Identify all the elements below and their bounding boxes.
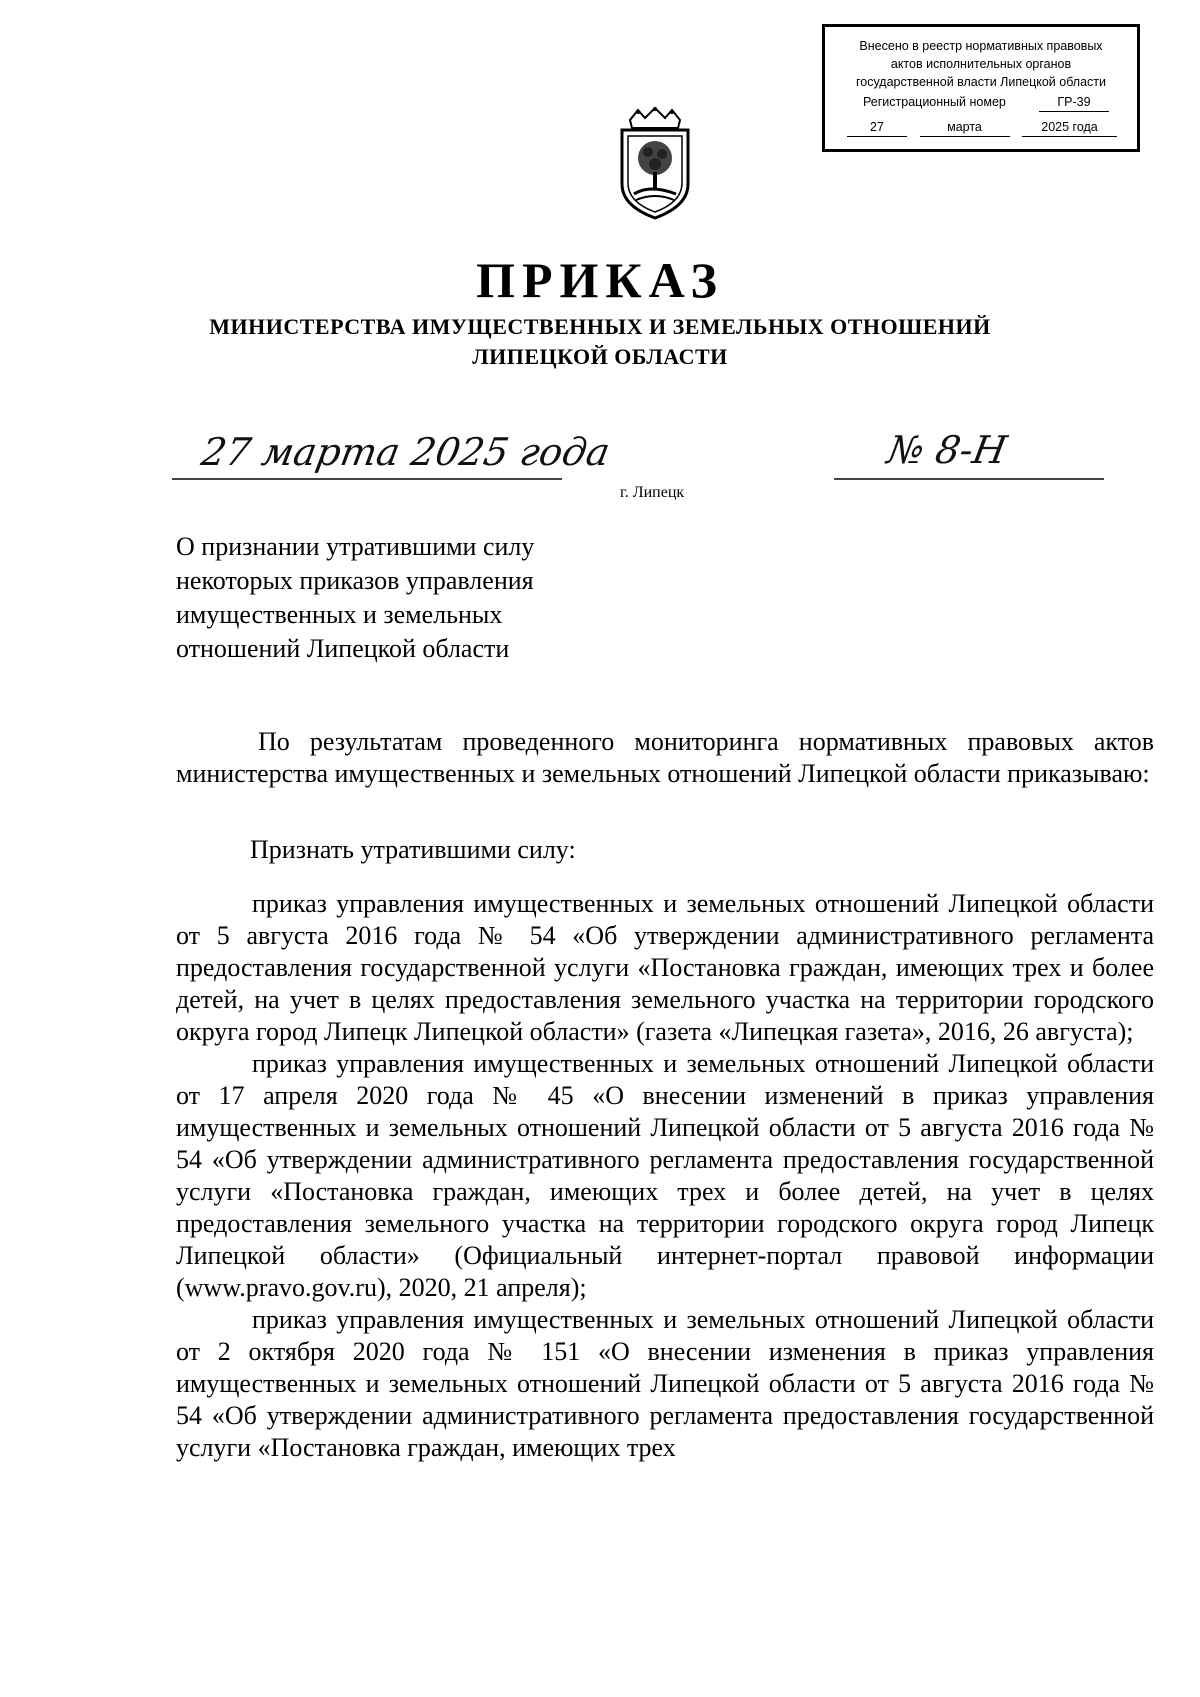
number-underline [834,478,1104,480]
date-underline [172,478,562,480]
stamp-reg-number: ГР-39 [1039,93,1109,112]
repealed-order-item: приказ управления имущественных и земельных отношений Липецкой области от 2 октября 2020 года № 151 «О внесении изменения в приказ управления имущественных и земельных отношений Липецкой области от 5 августа 2016 года № 54 «Об утверждении административного регламента предоставления государственной услуги «Постановка граждан, имеющих трех [176,1305,1154,1462]
stamp-date [825,118,1137,137]
stamp-day: 27 [847,118,907,137]
recognize-paragraph: Признать утратившими силу: [250,835,576,864]
registry-stamp [822,24,1140,152]
coat-of-arms-emblem [610,106,700,222]
stamp-line-3: государственной власти Липецкой области [855,75,1107,89]
stamp-line-2: актов исполнительных органов [890,57,1072,71]
document-title: ПРИКАЗ [476,252,724,308]
handwritten-date: 27 марта 2025 года [198,430,614,474]
ministry-name-line-2: ЛИПЕЦКОЙ ОБЛАСТИ [472,344,728,369]
stamp-month: марта [920,118,1010,137]
city-label: г. Липецк [620,484,685,501]
ministry-name [0,312,1200,372]
document-subject: О признании утратившими силу некоторых приказов управления имущественных и земельных отношений Липецкой области [176,532,535,663]
decree-paragraph: По результатам проведенного мониторинга нормативных правовых актов министерства имущественных и земельных отношений Липецкой области приказываю: [176,727,1154,788]
stamp-registration [825,93,1137,112]
stamp-reg-label: Регистрационный номер [863,95,1006,109]
stamp-year: 2025 года [1022,118,1117,137]
document-body [176,726,1154,1464]
ministry-name-line-1: МИНИСТЕРСТВА ИМУЩЕСТВЕННЫХ И ЗЕМЕЛЬНЫХ ОТНОШЕНИЙ [209,314,991,339]
handwritten-number: № 8-Н [884,428,1011,472]
repealed-order-item: приказ управления имущественных и земельных отношений Липецкой области от 17 апреля 2020 года № 45 «О внесении изменений в приказ управления имущественных и земельных отношений Липецкой области от 5 августа 2016 года № 54 «Об утверждении административного регламента предоставления государственной услуги «Постановка граждан, имеющих трех и более детей, на учет в целях предоставления земельного участка на территории городского округа город Липецк Липецкой области» (Официальный интернет-портал правовой информации (www.pravo.gov.ru), 2020, 21 апреля); [176,1049,1154,1302]
stamp-line-1: Внесено в реестр нормативных правовых [859,39,1103,53]
repealed-order-item: приказ управления имущественных и земельных отношений Липецкой области от 5 августа 2016 года № 54 «Об утверждении административного регламента предоставления государственной услуги «Постановка граждан, имеющих трех и более детей, на учет в целях предоставления земельного участка на территории городского округа город Липецк Липецкой области» (газета «Липецкая газета», 2016, 26 августа); [176,889,1154,1046]
